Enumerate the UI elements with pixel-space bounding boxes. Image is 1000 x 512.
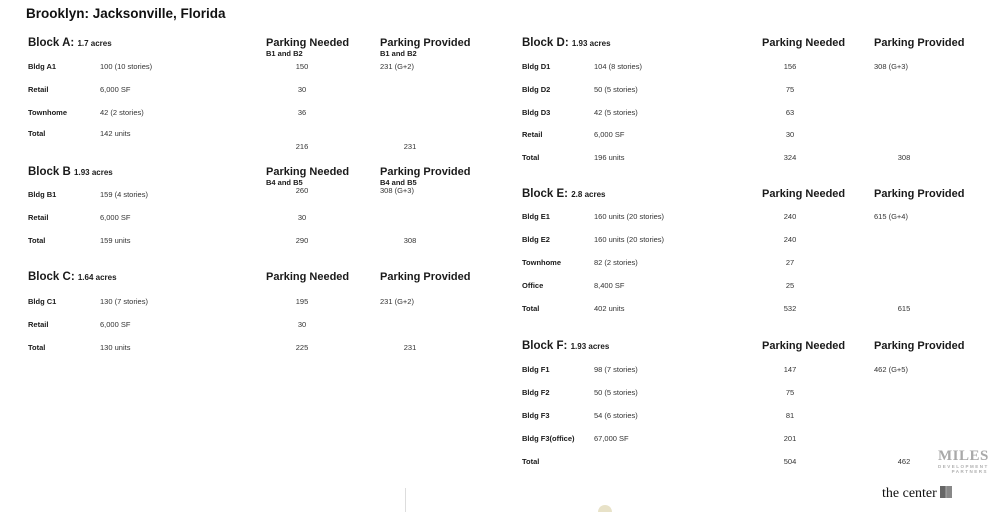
row-parking-needed: 27	[785, 258, 795, 267]
row-label: Bldg A1	[28, 62, 57, 71]
row-description: 130 units	[100, 343, 131, 352]
row-parking-needed: 75	[785, 388, 795, 397]
row-label: Total	[28, 236, 46, 245]
parking-provided-header: Parking Provided	[380, 271, 471, 283]
row-parking-needed: 36	[297, 108, 307, 117]
parking-provided-header: Parking Provided	[380, 166, 471, 178]
row-label: Retail	[28, 213, 49, 222]
total-parking-needed: 216	[295, 142, 309, 151]
parking-needed-header: Parking Needed	[266, 166, 350, 178]
row-label: Townhome	[28, 108, 68, 117]
row-parking-provided: 462	[897, 457, 911, 466]
row-description: 159 (4 stories)	[100, 190, 148, 199]
row-label: Bldg D2	[522, 85, 551, 94]
parking-needed-header: Parking Needed	[762, 188, 846, 200]
row-description: 130 (7 stories)	[100, 297, 148, 306]
decorative-shape	[598, 505, 612, 512]
parking-provided-header: Parking Provided	[380, 37, 471, 49]
row-parking-provided: 231	[403, 343, 417, 352]
parking-provided-subheader: B1 and B2	[380, 49, 417, 58]
parking-needed-subheader: B4 and B5	[266, 178, 303, 187]
row-label: Total	[28, 343, 46, 352]
row-description: 160 units (20 stories)	[594, 212, 665, 221]
row-parking-provided: 231 (G+2)	[380, 62, 414, 71]
row-parking-needed: 240	[783, 235, 797, 244]
row-parking-needed: 30	[297, 320, 307, 329]
row-description: 98 (7 stories)	[594, 365, 638, 374]
row-parking-provided: 462 (G+5)	[874, 365, 908, 374]
parking-needed-header: Parking Needed	[762, 340, 846, 352]
row-description: 104 (8 stories)	[594, 62, 642, 71]
row-label: Office	[522, 281, 544, 290]
block-f-table	[522, 340, 992, 475]
row-parking-provided: 615 (G+4)	[874, 212, 908, 221]
row-description: 160 units (20 stories)	[594, 235, 665, 244]
parking-provided-header: Parking Provided	[874, 37, 965, 49]
row-parking-needed: 324	[783, 153, 797, 162]
page-title: Brooklyn: Jacksonville, Florida	[26, 6, 226, 21]
parking-needed-header: Parking Needed	[266, 271, 350, 283]
row-parking-provided: 308 (G+3)	[380, 186, 414, 195]
row-description: 50 (5 stories)	[594, 85, 638, 94]
row-parking-needed: 147	[783, 365, 797, 374]
row-parking-needed: 75	[785, 85, 795, 94]
row-description: 159 units	[100, 236, 131, 245]
row-label: Bldg F3	[522, 411, 550, 420]
block-e-heading: Block E: 2.8 acres	[522, 188, 606, 200]
miles-logo: MILES DEVELOPMENT PARTNERS	[938, 448, 989, 474]
row-label: Bldg C1	[28, 297, 57, 306]
row-label: Bldg E2	[522, 235, 550, 244]
row-parking-needed: 30	[297, 85, 307, 94]
row-description: 6,000 SF	[100, 320, 131, 329]
block-a-table	[28, 37, 498, 157]
row-parking-needed: 150	[295, 62, 309, 71]
row-description: 8,400 SF	[594, 281, 625, 290]
row-label: Retail	[28, 85, 49, 94]
row-label: Bldg B1	[28, 190, 57, 199]
row-label: Bldg D3	[522, 108, 551, 117]
divider-line	[405, 488, 406, 512]
row-parking-provided: 308	[403, 236, 417, 245]
row-parking-needed: 225	[295, 343, 309, 352]
row-label: Bldg F2	[522, 388, 550, 397]
row-label: Bldg F1	[522, 365, 550, 374]
the-center-logo: the center	[882, 486, 952, 502]
row-description: 402 units	[594, 304, 625, 313]
row-parking-needed: 260	[295, 186, 309, 195]
row-parking-provided: 615	[897, 304, 911, 313]
row-description: 6,000 SF	[100, 85, 131, 94]
row-parking-provided: 308 (G+3)	[874, 62, 908, 71]
row-label: Bldg F3(office)	[522, 434, 575, 443]
building-icon	[940, 486, 952, 498]
parking-needed-header: Parking Needed	[762, 37, 846, 49]
block-a-heading: Block A: 1.7 acres	[28, 37, 112, 49]
parking-provided-header: Parking Provided	[874, 340, 965, 352]
row-description: 54 (6 stories)	[594, 411, 638, 420]
row-label: Total	[28, 129, 46, 138]
row-description: 100 (10 stories)	[100, 62, 153, 71]
parking-provided-header: Parking Provided	[874, 188, 965, 200]
row-description: 82 (2 stories)	[594, 258, 638, 267]
row-label: Retail	[522, 130, 543, 139]
row-parking-needed: 240	[783, 212, 797, 221]
row-description: 50 (5 stories)	[594, 388, 638, 397]
row-label: Retail	[28, 320, 49, 329]
row-parking-needed: 30	[297, 213, 307, 222]
parking-needed-subheader: B1 and B2	[266, 49, 303, 58]
block-b-table	[28, 166, 498, 256]
row-parking-needed: 81	[785, 411, 795, 420]
row-parking-needed: 156	[783, 62, 797, 71]
row-parking-needed: 201	[783, 434, 797, 443]
row-parking-provided: 308	[897, 153, 911, 162]
parking-needed-header: Parking Needed	[266, 37, 350, 49]
block-d-table	[522, 37, 992, 167]
row-parking-needed: 532	[783, 304, 797, 313]
row-description: 196 units	[594, 153, 625, 162]
row-description: 42 (2 stories)	[100, 108, 144, 117]
row-parking-needed: 63	[785, 108, 795, 117]
row-description: 6,000 SF	[100, 213, 131, 222]
row-label: Townhome	[522, 258, 562, 267]
row-label: Total	[522, 304, 540, 313]
row-parking-needed: 25	[785, 281, 795, 290]
row-label: Bldg D1	[522, 62, 551, 71]
row-parking-needed: 30	[785, 130, 795, 139]
row-label: Bldg E1	[522, 212, 550, 221]
row-label: Total	[522, 153, 540, 162]
row-description: 67,000 SF	[594, 434, 629, 443]
block-b-heading: Block B 1.93 acres	[28, 166, 113, 178]
block-f-heading: Block F: 1.93 acres	[522, 340, 610, 352]
parking-provided-subheader: B4 and B5	[380, 178, 417, 187]
row-parking-needed: 504	[783, 457, 797, 466]
row-label: Total	[522, 457, 540, 466]
row-parking-provided: 231 (G+2)	[380, 297, 414, 306]
block-e-table	[522, 188, 992, 318]
block-c-table	[28, 271, 498, 361]
total-parking-provided: 231	[403, 142, 417, 151]
row-description: 42 (5 stories)	[594, 108, 638, 117]
row-parking-needed: 290	[295, 236, 309, 245]
row-description: 6,000 SF	[594, 130, 625, 139]
block-d-heading: Block D: 1.93 acres	[522, 37, 611, 49]
row-description: 142 units	[100, 129, 131, 138]
row-parking-needed: 195	[295, 297, 309, 306]
block-c-heading: Block C: 1.64 acres	[28, 271, 117, 283]
